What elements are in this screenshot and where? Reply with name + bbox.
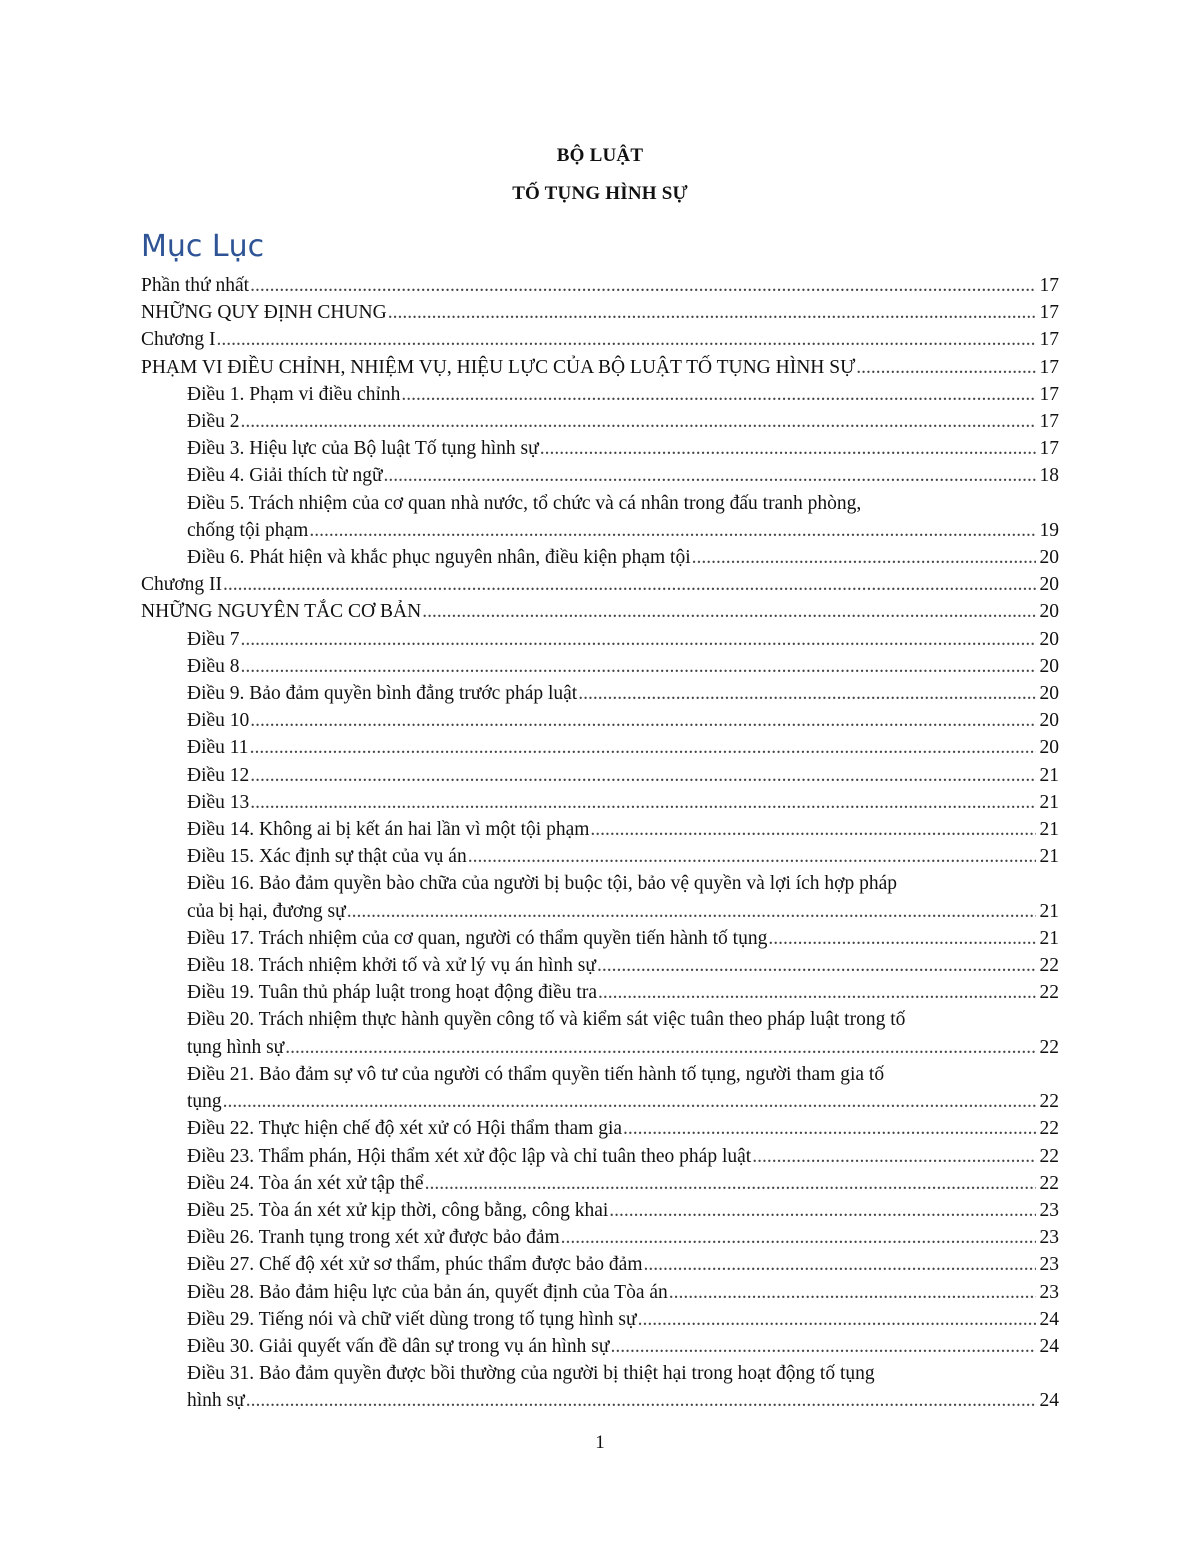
toc-entry-page: 22 — [1039, 955, 1059, 977]
toc-dot-leader — [347, 898, 1036, 925]
toc-entry[interactable] — [141, 462, 1059, 489]
toc-entry[interactable] — [141, 1251, 1059, 1278]
toc-entry-page: 20 — [1039, 547, 1059, 569]
toc-entry[interactable] — [141, 1170, 1059, 1197]
toc-entry-page: 17 — [1039, 438, 1059, 460]
toc-dot-leader — [388, 299, 1036, 326]
toc-entry-text: Điều 13 — [187, 791, 250, 813]
toc-entry-text-line1: Điều 16. Bảo đảm quyền bào chữa của người bị buộc tội, bảo vệ quyền và lợi ích hợp pháp — [187, 873, 898, 895]
toc-entry-text: Điều 12 — [187, 764, 250, 786]
toc-entry-text: Điều 7 — [187, 628, 240, 650]
toc-entry[interactable] — [141, 1006, 1059, 1060]
toc-entry[interactable] — [141, 734, 1059, 761]
table-of-contents — [141, 272, 1059, 1415]
toc-entry-page: 24 — [1039, 1308, 1059, 1330]
toc-dot-leader — [590, 816, 1036, 843]
toc-entry-text: Điều 9. Bảo đảm quyền bình đẳng trước pháp luật — [187, 683, 578, 705]
toc-entry-text: của bị hại, đương sự — [187, 900, 346, 922]
toc-entry-text: Chương II — [141, 574, 222, 596]
toc-dot-leader — [241, 408, 1036, 435]
toc-dot-leader — [401, 381, 1036, 408]
toc-dot-leader — [561, 1224, 1036, 1251]
toc-entry-text-line1: Điều 5. Trách nhiệm của cơ quan nhà nước, tổ chức và cá nhân trong đấu tranh phòng, — [187, 492, 862, 514]
document-title-line1: BỘ LUẬT — [556, 145, 644, 166]
toc-entry-page: 21 — [1039, 764, 1059, 786]
toc-entry-page: 19 — [1039, 519, 1059, 541]
toc-entry[interactable] — [141, 1306, 1059, 1333]
toc-entry[interactable] — [141, 1224, 1059, 1251]
toc-entry[interactable] — [141, 544, 1059, 571]
toc-entry-text: Điều 2 — [187, 411, 240, 433]
toc-entry-page: 20 — [1039, 655, 1059, 677]
toc-dot-leader — [250, 707, 1036, 734]
toc-entry[interactable] — [141, 952, 1059, 979]
toc-dot-leader — [692, 544, 1036, 571]
toc-dot-leader — [217, 326, 1036, 353]
toc-entry[interactable] — [141, 626, 1059, 653]
toc-dot-leader — [285, 1034, 1036, 1061]
toc-dot-leader — [250, 734, 1036, 761]
toc-entry-page: 17 — [1039, 411, 1059, 433]
toc-heading: Mục Lục — [141, 229, 265, 264]
toc-dot-leader — [384, 462, 1036, 489]
toc-entry[interactable] — [141, 381, 1059, 408]
toc-dot-leader — [597, 952, 1036, 979]
toc-entry-text: Điều 26. Tranh tụng trong xét xử được bảo đảm — [187, 1227, 560, 1249]
toc-entry-text: Điều 4. Giải thích từ ngữ — [187, 465, 383, 487]
toc-entry-text: Điều 28. Bảo đảm hiệu lực của bản án, quyết định của Tòa án — [187, 1281, 668, 1303]
toc-entry-text-line1: Điều 31. Bảo đảm quyền được bồi thường của người bị thiệt hại trong hoạt động tố tụng — [187, 1363, 875, 1385]
toc-entry[interactable] — [141, 653, 1059, 680]
toc-entry-page: 21 — [1039, 819, 1059, 841]
toc-entry-page: 20 — [1039, 737, 1059, 759]
toc-entry[interactable] — [141, 1061, 1059, 1115]
toc-entry[interactable] — [141, 1333, 1059, 1360]
toc-dot-leader — [610, 1333, 1036, 1360]
toc-entry[interactable] — [141, 1360, 1059, 1414]
toc-entry-page: 24 — [1039, 1335, 1059, 1357]
toc-dot-leader — [250, 272, 1036, 299]
toc-dot-leader — [425, 1170, 1036, 1197]
toc-entry-page: 21 — [1039, 846, 1059, 868]
toc-entry[interactable] — [141, 979, 1059, 1006]
toc-entry[interactable] — [141, 326, 1059, 353]
toc-entry-page: 22 — [1039, 1172, 1059, 1194]
toc-dot-leader — [468, 843, 1036, 870]
toc-entry-page: 21 — [1039, 900, 1059, 922]
toc-entry[interactable] — [141, 925, 1059, 952]
toc-dot-leader — [598, 979, 1036, 1006]
toc-entry[interactable] — [141, 435, 1059, 462]
toc-entry[interactable] — [141, 272, 1059, 299]
toc-dot-leader — [669, 1279, 1036, 1306]
toc-dot-leader — [309, 517, 1036, 544]
toc-dot-leader — [223, 1088, 1036, 1115]
toc-entry-page: 24 — [1039, 1390, 1059, 1412]
toc-dot-leader — [623, 1115, 1036, 1142]
toc-entry[interactable] — [141, 1143, 1059, 1170]
toc-entry[interactable] — [141, 299, 1059, 326]
toc-entry-text: tụng hình sự — [187, 1036, 285, 1058]
toc-entry-page: 17 — [1039, 275, 1059, 296]
toc-entry-page: 23 — [1039, 1281, 1059, 1303]
toc-entry-page: 20 — [1039, 574, 1059, 596]
toc-dot-leader — [856, 354, 1036, 381]
toc-entry-page: 21 — [1039, 791, 1059, 813]
toc-entry[interactable] — [141, 680, 1059, 707]
toc-entry-text: PHẠM VI ĐIỀU CHỈNH, NHIỆM VỤ, HIỆU LỰC CỦA BỘ LUẬT TỐ TỤNG HÌNH SỰ — [141, 356, 856, 378]
toc-entry[interactable] — [141, 1115, 1059, 1142]
toc-entry-text: Điều 23. Thẩm phán, Hội thẩm xét xử độc lập và chỉ tuân theo pháp luật — [187, 1145, 752, 1167]
toc-entry-text: Điều 19. Tuân thủ pháp luật trong hoạt động điều tra — [187, 982, 597, 1004]
toc-entry-text: Điều 18. Trách nhiệm khởi tố và xử lý vụ án hình sự — [187, 955, 596, 977]
toc-entry-page: 17 — [1039, 383, 1059, 405]
toc-dot-leader — [609, 1197, 1036, 1224]
toc-entry-page: 20 — [1039, 628, 1059, 650]
document-title-line2: TỐ TỤNG HÌNH SỰ — [512, 183, 688, 204]
toc-entry-page: 17 — [1039, 302, 1059, 324]
toc-dot-leader — [246, 1387, 1036, 1414]
toc-entry[interactable] — [141, 762, 1059, 789]
toc-entry-page: 23 — [1039, 1254, 1059, 1276]
toc-entry-text: Điều 1. Phạm vi điều chỉnh — [187, 383, 401, 405]
toc-dot-leader — [578, 680, 1036, 707]
toc-entry[interactable] — [141, 843, 1059, 870]
toc-entry[interactable] — [141, 1197, 1059, 1224]
toc-entry-page: 22 — [1039, 1118, 1059, 1140]
toc-dot-leader — [540, 435, 1036, 462]
toc-dot-leader — [250, 762, 1036, 789]
toc-entry-text: chống tội phạm — [187, 519, 309, 541]
toc-entry[interactable] — [141, 598, 1059, 625]
toc-entry-page: 20 — [1039, 601, 1059, 623]
toc-entry-page: 22 — [1039, 1036, 1059, 1058]
toc-dot-leader — [638, 1306, 1036, 1333]
toc-entry-text: Điều 11 — [187, 737, 249, 759]
toc-entry-text: Điều 25. Tòa án xét xử kịp thời, công bằng, công khai — [187, 1199, 609, 1221]
toc-entry-text: Điều 3. Hiệu lực của Bộ luật Tố tụng hình sự — [187, 438, 539, 460]
toc-entry-text: Phần thứ nhất — [141, 275, 250, 296]
toc-entry-text: NHỮNG QUY ĐỊNH CHUNG — [141, 302, 387, 324]
toc-dot-leader — [644, 1251, 1036, 1278]
toc-entry-text: hình sự — [187, 1390, 245, 1412]
toc-dot-leader — [241, 653, 1036, 680]
toc-entry[interactable] — [141, 408, 1059, 435]
toc-entry[interactable] — [141, 354, 1059, 381]
toc-entry[interactable] — [141, 490, 1059, 544]
toc-entry[interactable] — [141, 707, 1059, 734]
toc-dot-leader — [223, 571, 1036, 598]
toc-dot-leader — [241, 626, 1036, 653]
toc-entry-page: 17 — [1039, 329, 1059, 351]
toc-entry-text: Điều 27. Chế độ xét xử sơ thẩm, phúc thẩm được bảo đảm — [187, 1254, 643, 1276]
toc-dot-leader — [768, 925, 1036, 952]
toc-entry-text: Điều 29. Tiếng nói và chữ viết dùng trong tố tụng hình sự — [187, 1308, 637, 1330]
toc-entry-page: 22 — [1039, 1091, 1059, 1113]
toc-entry-text: Điều 30. Giải quyết vấn đề dân sự trong vụ án hình sự — [187, 1335, 610, 1357]
toc-entry[interactable] — [141, 789, 1059, 816]
toc-entry-text: Điều 17. Trách nhiệm của cơ quan, người có thẩm quyền tiến hành tố tụng — [187, 927, 768, 949]
toc-entry[interactable] — [141, 571, 1059, 598]
toc-entry-page: 18 — [1039, 465, 1059, 487]
toc-entry-page: 22 — [1039, 1145, 1059, 1167]
toc-entry[interactable] — [141, 870, 1059, 924]
page-number: 1 — [595, 1432, 605, 1453]
toc-entry-text: Điều 6. Phát hiện và khắc phục nguyên nhân, điều kiện phạm tội — [187, 547, 691, 569]
toc-dot-leader — [422, 598, 1036, 625]
toc-entry-text: Điều 10 — [187, 710, 250, 732]
toc-entry-page: 23 — [1039, 1199, 1059, 1221]
toc-dot-leader — [752, 1143, 1036, 1170]
toc-entry[interactable] — [141, 816, 1059, 843]
toc-entry-page: 20 — [1039, 710, 1059, 732]
toc-dot-leader — [250, 789, 1036, 816]
toc-entry-page: 23 — [1039, 1227, 1059, 1249]
toc-entry-text-line1: Điều 21. Bảo đảm sự vô tư của người có thẩm quyền tiến hành tố tụng, người tham gia tố — [187, 1063, 885, 1085]
toc-entry[interactable] — [141, 1279, 1059, 1306]
toc-entry-text: NHỮNG NGUYÊN TẮC CƠ BẢN — [141, 601, 422, 623]
toc-entry-page: 20 — [1039, 683, 1059, 705]
toc-entry-text: tụng — [187, 1091, 222, 1113]
toc-entry-text: Điều 14. Không ai bị kết án hai lần vì một tội phạm — [187, 819, 590, 841]
toc-entry-page: 17 — [1039, 356, 1059, 378]
toc-entry-text: Chương I — [141, 329, 216, 351]
toc-entry-text-line1: Điều 20. Trách nhiệm thực hành quyền công tố và kiểm sát việc tuân theo pháp luật trong tố — [187, 1009, 906, 1031]
toc-entry-text: Điều 24. Tòa án xét xử tập thể — [187, 1172, 424, 1194]
toc-entry-page: 22 — [1039, 982, 1059, 1004]
toc-entry-text: Điều 15. Xác định sự thật của vụ án — [187, 846, 467, 868]
toc-entry-page: 21 — [1039, 927, 1059, 949]
toc-entry-text: Điều 8 — [187, 655, 240, 677]
toc-entry-text: Điều 22. Thực hiện chế độ xét xử có Hội thẩm tham gia — [187, 1118, 623, 1140]
